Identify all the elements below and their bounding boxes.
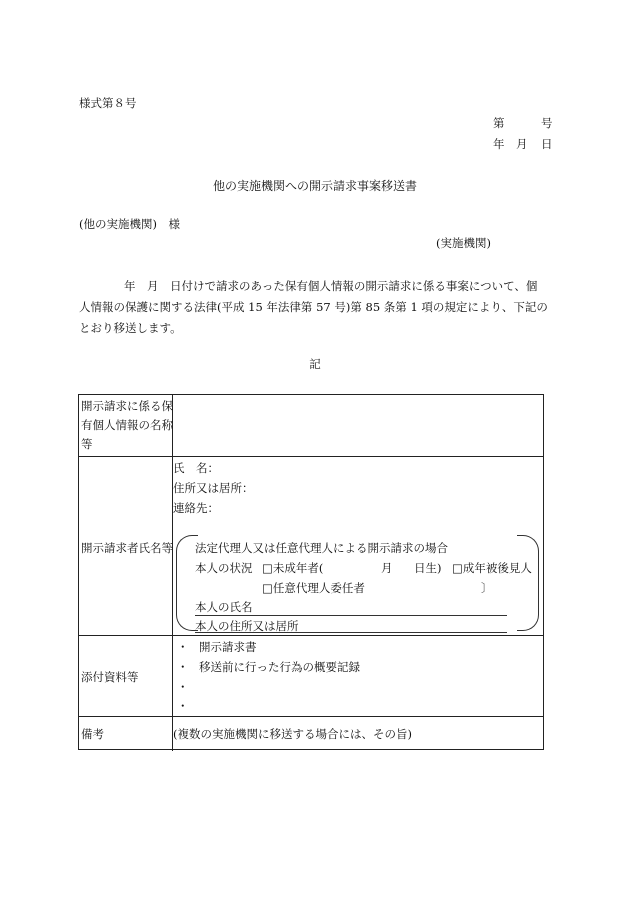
remarks-label: 備考 <box>81 727 104 741</box>
proxy-checkbox: □任意代理人委任者 <box>262 581 365 595</box>
contact-label: 連絡先： <box>173 501 219 515</box>
remarks-note: (複数の実施機関に移送する場合には、その旨) <box>173 727 412 741</box>
row-attachments <box>79 636 543 717</box>
date-month: 月 <box>516 137 528 151</box>
ki-heading: 記 <box>309 357 321 371</box>
form-number: 様式第８号 <box>79 96 137 110</box>
person-name-label: 本人の氏名 <box>195 600 253 614</box>
document-number-suffix: 号 <box>541 116 553 130</box>
row-information-name <box>79 395 543 457</box>
date-day: 日 <box>541 137 553 151</box>
person-address-line <box>195 632 507 633</box>
sender: (実施機関) <box>436 236 491 250</box>
label-cell <box>79 457 173 635</box>
label-line-3: 等 <box>81 437 93 451</box>
status-label: 本人の状況 <box>195 561 253 575</box>
date-year: 年 <box>493 137 505 151</box>
document-number-prefix: 第 <box>493 116 505 130</box>
requester-label: 開示請求者氏名等 <box>81 541 173 555</box>
name-label: 氏 名： <box>173 461 219 475</box>
document-title: 他の実施機関への開示請求事案移送書 <box>212 179 417 193</box>
body-line-1: 年 月 日付けで請求のあった保有個人情報の開示請求に係る事案について、個 <box>124 279 538 293</box>
person-address-label: 本人の住所又は居所 <box>195 619 299 633</box>
right-bracket <box>517 535 539 631</box>
bullet-2: ・ <box>177 660 189 674</box>
label-cell <box>79 636 173 716</box>
body-line-3: とおり移送します。 <box>79 321 182 335</box>
bullet-1: ・ <box>177 640 189 654</box>
attachments-label: 添付資料等 <box>81 670 139 684</box>
label-line-1: 開示請求に係る保 <box>81 399 173 413</box>
address-label: 住所又は居所： <box>173 481 254 495</box>
adult-ward-checkbox: □成年被後見人 <box>452 561 532 575</box>
bullet-4: ・ <box>177 699 189 713</box>
birth-month: 月 <box>381 561 393 575</box>
label-line-2: 有個人情報の名称 <box>81 418 173 432</box>
birth-day: 日生) <box>414 561 442 575</box>
close-bracket: 〕 <box>481 581 493 595</box>
bullet-3: ・ <box>177 680 189 694</box>
body-line-2: 人情報の保護に関する法律(平成 15 年法律第 57 号)第 85 条第 1 項の規定により、下記の <box>79 300 548 314</box>
label-cell <box>79 395 173 456</box>
row-requester <box>79 457 543 636</box>
attachment-item-1: 開示請求書 <box>199 640 257 654</box>
details-table <box>78 394 544 750</box>
minor-checkbox: □未成年者( <box>262 561 324 575</box>
agent-header: 法定代理人又は任意代理人による開示請求の場合 <box>195 541 448 555</box>
label-cell <box>79 717 173 751</box>
body-paragraph <box>79 276 549 339</box>
person-name-line <box>195 615 507 616</box>
recipient: (他の実施機関) 様 <box>79 217 180 231</box>
row-remarks <box>79 717 543 751</box>
attachment-item-2: 移送前に行った行為の概要記録 <box>199 660 360 674</box>
